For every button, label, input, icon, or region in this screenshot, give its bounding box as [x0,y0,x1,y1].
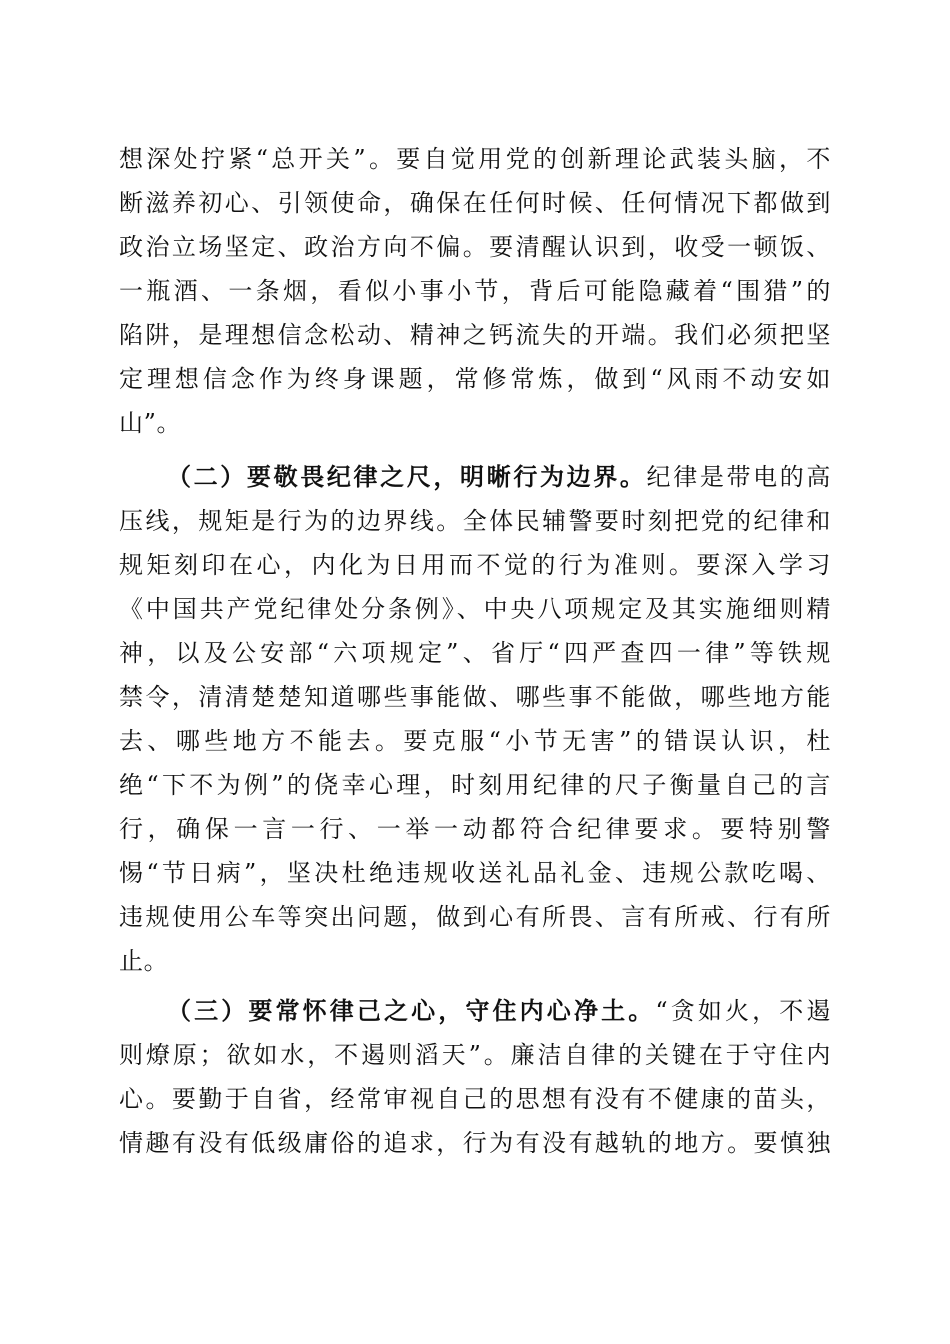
paragraph-3-line: 情趣有没有低级庸俗的追求，行为有没有越轨的地方。要慎独 [119,1129,831,1157]
paragraph-2-line: 禁令，清清楚楚知道哪些事能做、哪些事不能做，哪些地方能 [119,683,831,711]
paragraph-3 [119,989,831,1165]
paragraph-3-line: 则燎原；欲如水，不遏则滔天”。廉洁自律的关键在于守住内 [119,1041,831,1069]
paragraph-2-first-line [119,455,831,499]
section-heading-3: （三）要常怀律己之心，守住内心净土。 [167,996,656,1025]
paragraph-1-line: 想深处拧紧“总开关”。要自觉用党的创新理论武装头脑，不 [119,145,831,173]
paragraph-1-line: 山”。 [119,409,182,437]
paragraph-1-line: 定理想信念作为终身课题，常修常炼，做到“风雨不动安如 [119,365,831,393]
paragraph-1-line: 一瓶酒、一条烟，看似小事小节，背后可能隐藏着“围猎”的 [119,277,831,305]
paragraph-1-line: 断滋养初心、引领使命，确保在任何时候、任何情况下都做到 [119,189,831,217]
paragraph-1-line: 政治立场坚定、政治方向不偏。要清醒认识到，收受一顿饭、 [119,233,831,261]
paragraph-2-line: 《中国共产党纪律处分条例》、中央八项规定及其实施细则精 [119,595,831,623]
section-heading-2: （二）要敬畏纪律之尺，明晰行为边界。 [167,462,647,491]
paragraph-2-line: 惕“节日病”，坚决杜绝违规收送礼品礼金、违规公款吃喝、 [119,859,831,887]
paragraph-2-line: 绝“下不为例”的侥幸心理，时刻用纪律的尺子衡量自己的言 [119,771,831,799]
paragraph-2-line: 神，以及公安部“六项规定”、省厅“四严查四一律”等铁规 [119,639,831,667]
paragraph-1-line: 陷阱，是理想信念松动、精神之钙流失的开端。我们必须把坚 [119,321,831,349]
paragraph-3-first-line [119,989,831,1033]
paragraph-2-line: 规矩刻印在心，内化为日用而不觉的行为准则。要深入学习 [119,551,831,579]
paragraph-2-line: 行，确保一言一行、一举一动都符合纪律要求。要特别警 [119,815,831,843]
paragraph-2-first-line-text: 纪律是带电的高 [646,463,831,491]
paragraph-2-line: 压线，规矩是行为的边界线。全体民辅警要时刻把党的纪律和 [119,507,831,535]
paragraph-2-line: 止。 [119,947,169,975]
paragraph-2-line: 违规使用公车等突出问题，做到心有所畏、言有所戒、行有所 [119,903,831,931]
paragraph-2 [119,455,831,983]
paragraph-3-line: 心。要勤于自省，经常审视自己的思想有没有不健康的苗头， [119,1085,831,1113]
paragraph-2-line: 去、哪些地方不能去。要克服“小节无害”的错误认识，杜 [119,727,831,755]
paragraph-3-first-line-text: “贪如火，不遏 [655,997,831,1025]
paragraph-1 [119,137,831,445]
